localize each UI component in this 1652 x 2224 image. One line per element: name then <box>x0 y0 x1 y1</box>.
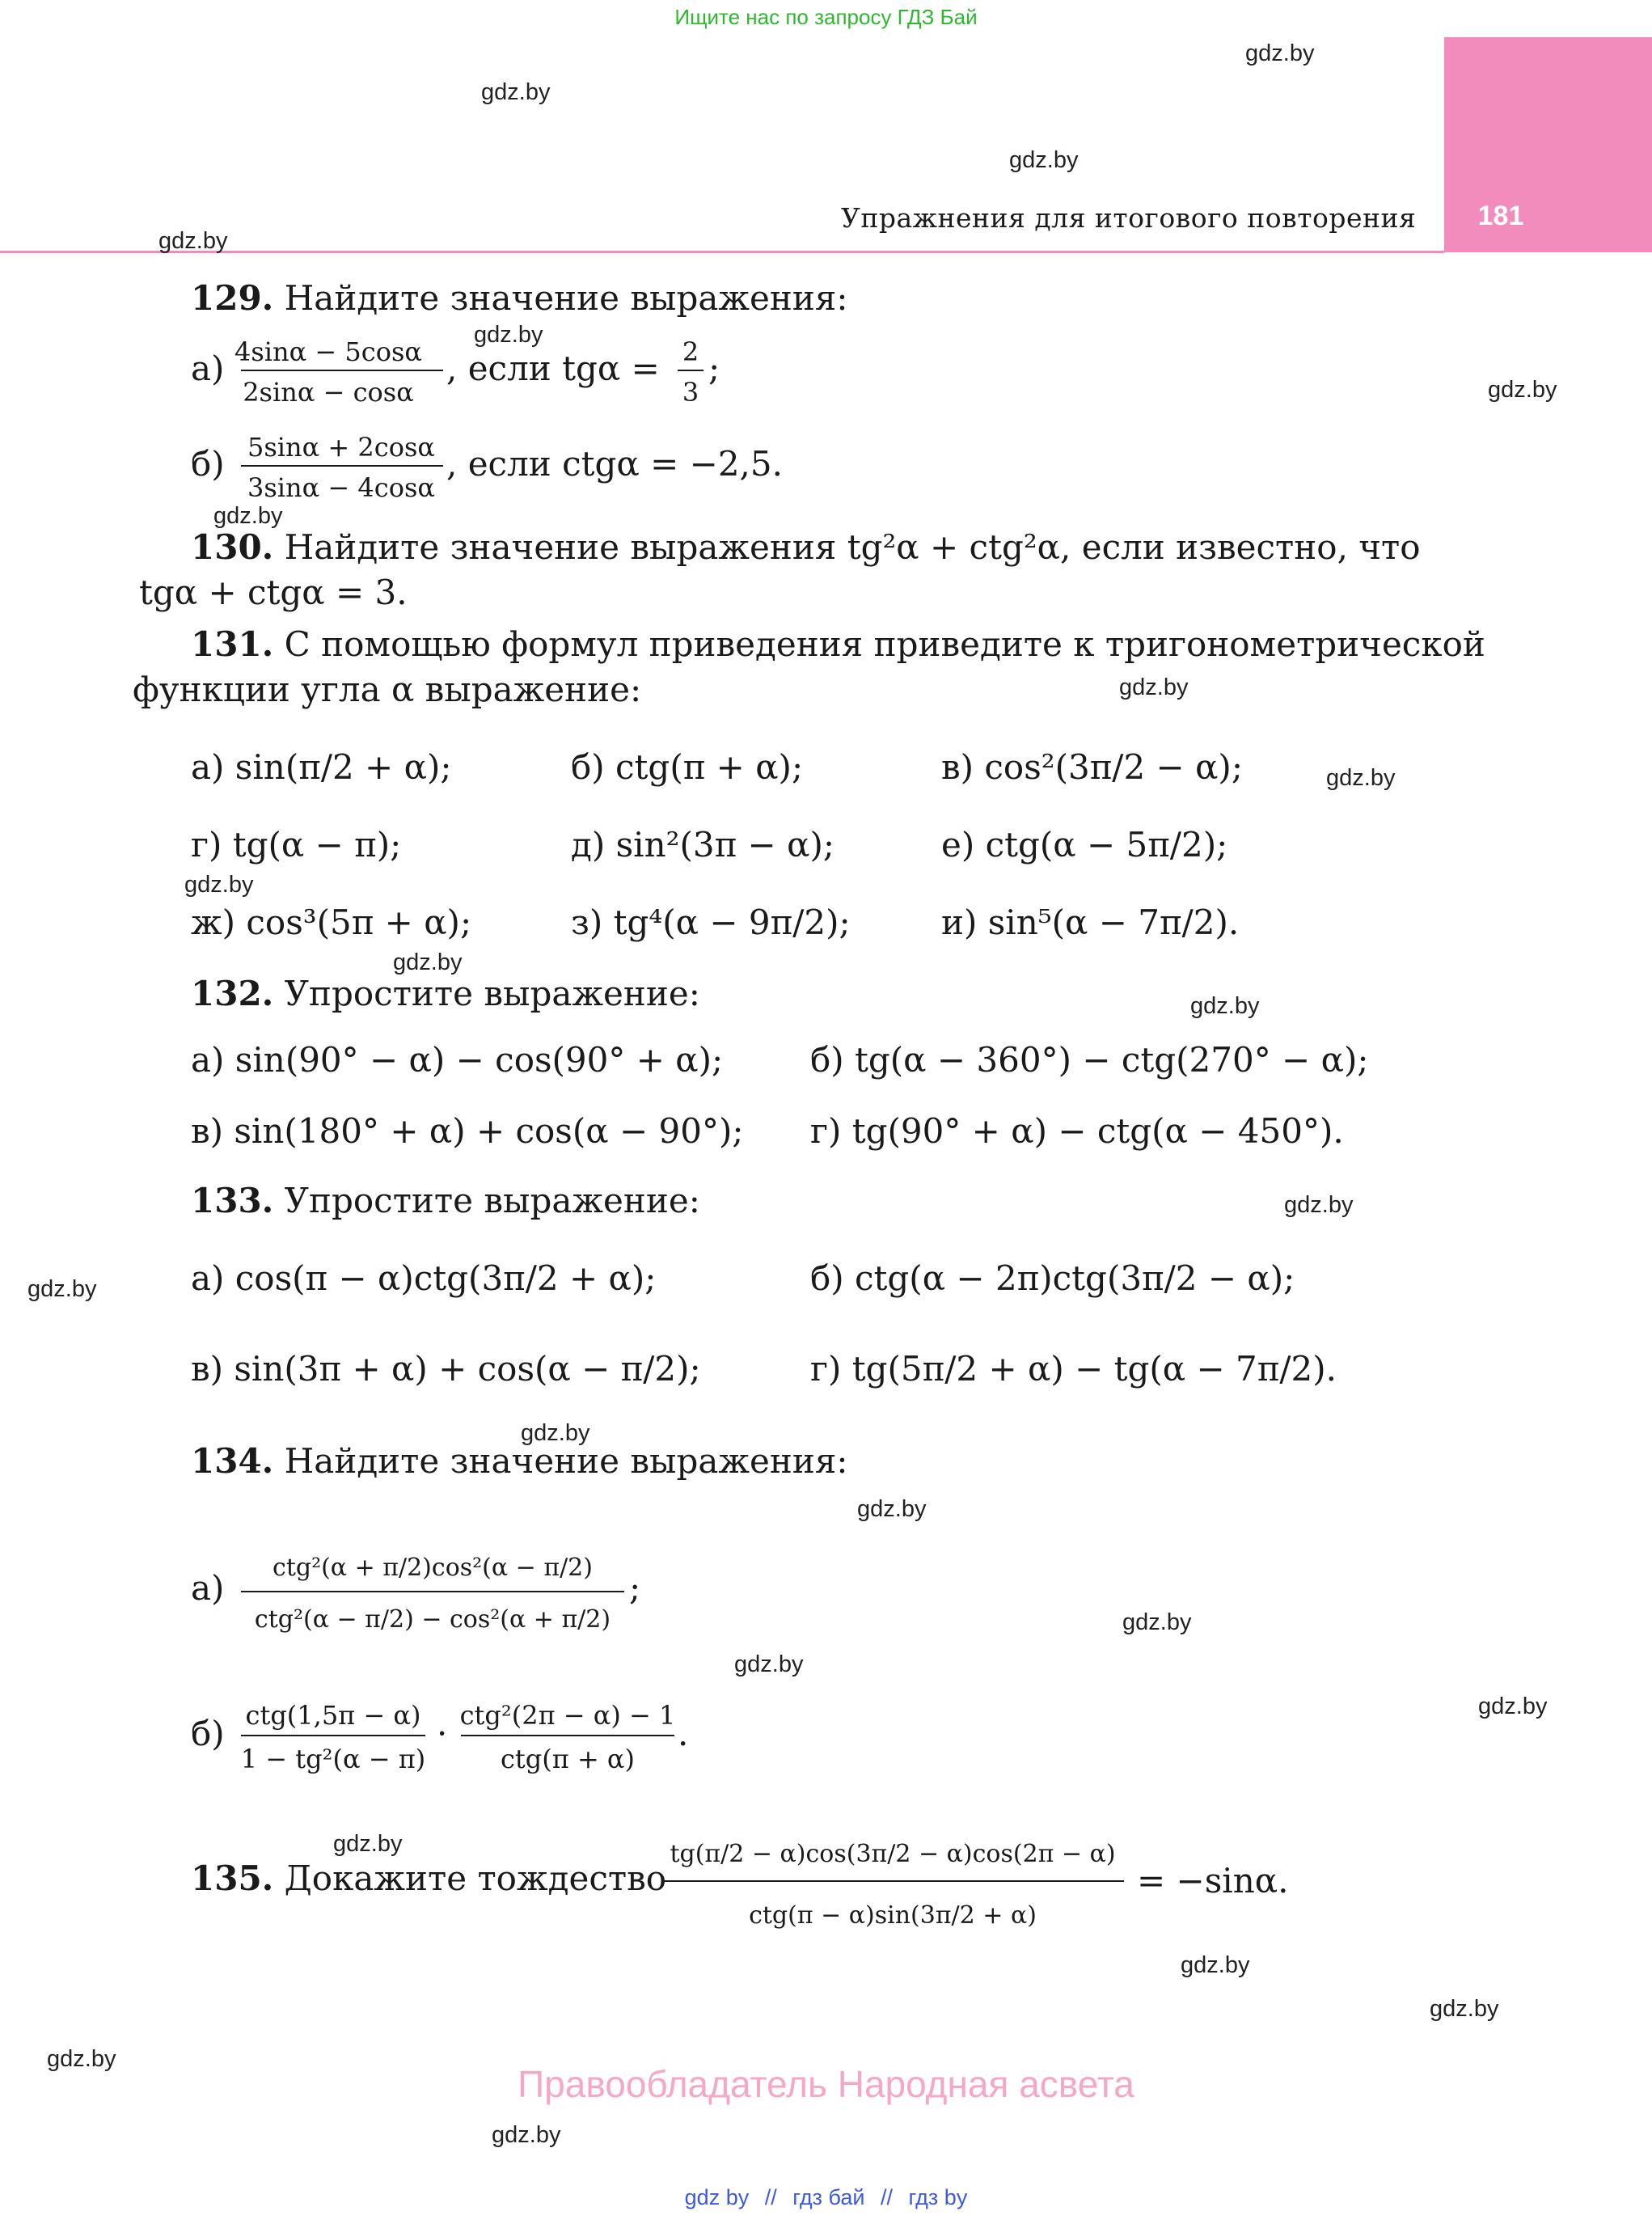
watermark: gdz.by <box>333 1831 403 1857</box>
exercise-132-heading <box>191 974 700 1014</box>
fraction-numerator: 2 <box>682 336 699 367</box>
watermark: gdz.by <box>474 322 543 348</box>
exercise-129-heading <box>191 278 848 319</box>
exercise-131-item <box>571 747 803 788</box>
exercise-131-line1 <box>191 624 1485 665</box>
item-label: з) <box>571 903 603 942</box>
exercise-130-line2: tgα + ctgα = 3. <box>139 573 408 612</box>
exercise-title: Найдите значение выражения: <box>284 1441 848 1481</box>
exercise-134-heading <box>191 1441 848 1482</box>
exercise-133-b: б) ctg(α − 2π)ctg(3π/2 − α); <box>810 1258 1295 1298</box>
fraction-numerator: ctg²(2π − α) − 1 <box>459 1700 676 1731</box>
fraction-denominator: 3sinα − 4cosα <box>247 472 435 503</box>
exercise-number: 131. <box>191 624 274 664</box>
footer-links <box>0 2185 1652 2210</box>
exercise-135-identity <box>660 1812 1307 1957</box>
exercise-text: С помощью формул приведения приведите к тригонометрической <box>284 624 1485 664</box>
item-label: и) <box>941 903 978 942</box>
exercise-number: 135. <box>191 1858 274 1898</box>
footer-link[interactable]: gdz by <box>684 2185 750 2209</box>
condition-text: , если ctgα = −2,5. <box>446 444 783 484</box>
exercise-131-line2: функции угла α выражение: <box>133 670 642 709</box>
watermark: gdz.by <box>492 2122 561 2148</box>
item-label: б) <box>191 1714 225 1753</box>
fraction-numerator: ctg(1,5π − α) <box>245 1700 421 1731</box>
item-expression: cos³(5π + α); <box>246 903 472 942</box>
exercise-131-item <box>191 903 471 943</box>
item-label: е) <box>941 825 975 865</box>
exercise-number: 134. <box>191 1441 274 1481</box>
watermark: gdz.by <box>1190 993 1260 1019</box>
exercise-title: Упростите выражение: <box>284 1181 700 1220</box>
footer-link[interactable]: гдз бай <box>792 2185 865 2209</box>
item-label: ж) <box>191 903 236 942</box>
footer-link[interactable]: гдз by <box>908 2185 968 2209</box>
item-expression: tg⁴(α − 9π/2); <box>613 903 851 942</box>
page-number: 181 <box>1477 201 1524 231</box>
exercise-text: Найдите значение выражения tg²α + ctg²α, если известно, что <box>284 527 1421 567</box>
watermark: gdz.by <box>27 1276 97 1302</box>
exercise-number: 133. <box>191 1181 274 1220</box>
watermark: gdz.by <box>857 1496 927 1522</box>
exercise-131-item <box>941 747 1243 788</box>
exercise-131-item <box>191 747 452 788</box>
watermark: gdz.by <box>734 1651 804 1677</box>
footer-separator: // <box>764 2185 777 2209</box>
exercise-131-item <box>941 825 1227 865</box>
exercise-135-heading <box>191 1858 666 1899</box>
item-expression: ctg(α − 5π/2); <box>985 825 1228 865</box>
item-expression: sin²(3π − α); <box>615 825 834 865</box>
watermark: gdz.by <box>1119 674 1189 700</box>
watermark: gdz.by <box>184 872 254 898</box>
exercise-131-item <box>571 825 834 865</box>
exercise-title: Докажите тождество <box>284 1858 667 1898</box>
watermark: gdz.by <box>393 949 463 975</box>
item-label: б) <box>191 444 225 484</box>
watermark: gdz.by <box>521 1420 590 1446</box>
fraction-denominator: ctg(π − α)sin(3π/2 + α) <box>749 1901 1037 1930</box>
running-head: Упражнения для итогового повторения <box>841 202 1417 234</box>
item-label: д) <box>571 825 606 865</box>
multiply-dot: · <box>437 1714 448 1753</box>
item-expression: ctg(π + α); <box>615 747 804 787</box>
exercise-133-a: а) cos(π − α)ctg(3π/2 + α); <box>191 1258 657 1298</box>
condition-text: , если tgα = <box>446 349 660 388</box>
exercise-134-b <box>191 1693 757 1791</box>
item-expression: sin(π/2 + α); <box>234 747 452 787</box>
exercise-132-a: а) sin(90° − α) − cos(90° + α); <box>191 1040 724 1080</box>
exercise-132-d: г) tg(90° + α) − ctg(α − 450°). <box>810 1111 1344 1151</box>
exercise-129-b <box>191 425 805 514</box>
fraction-denominator: 2sinα − cosα <box>243 377 414 408</box>
item-expression: cos²(3π/2 − α); <box>984 747 1243 787</box>
watermark: gdz.by <box>1430 1996 1499 2022</box>
fraction-numerator: 4sinα − 5cosα <box>234 336 422 367</box>
top-note: Ищите нас по запросу ГДЗ Бай <box>674 5 978 29</box>
item-label: г) <box>191 825 222 865</box>
exercise-133-heading <box>191 1181 700 1221</box>
item-expression: sin⁵(α − 7π/2). <box>987 903 1240 942</box>
item-label: а) <box>191 1568 225 1608</box>
item-label: б) <box>571 747 605 787</box>
watermark: gdz.by <box>1488 377 1557 403</box>
watermark: gdz.by <box>1009 147 1079 173</box>
exercise-133-d: г) tg(5π/2 + α) − tg(α − 7π/2). <box>810 1349 1337 1389</box>
watermark: gdz.by <box>481 79 551 105</box>
punctuation: . <box>678 1714 689 1753</box>
exercise-number: 129. <box>191 278 274 318</box>
item-label: а) <box>191 747 225 787</box>
exercise-133-c: в) sin(3π + α) + cos(α − π/2); <box>191 1349 701 1389</box>
fraction-denominator: ctg(π + α) <box>500 1744 636 1774</box>
fraction-numerator: ctg²(α + π/2)cos²(α − π/2) <box>273 1554 593 1582</box>
footer-separator: // <box>881 2185 894 2209</box>
watermark: gdz.by <box>158 228 228 254</box>
fraction-denominator: 1 − tg²(α − π) <box>240 1744 426 1774</box>
exercise-132-b: б) tg(α − 360°) − ctg(270° − α); <box>810 1040 1369 1080</box>
watermark: gdz.by <box>1326 765 1396 791</box>
watermark: gdz.by <box>1122 1609 1192 1635</box>
exercise-131-item <box>571 903 851 943</box>
fraction-numerator: tg(π/2 − α)cos(3π/2 − α)cos(2π − α) <box>670 1840 1116 1868</box>
copyright-notice: Правообладатель Народная асвета <box>518 2063 1134 2105</box>
exercise-number: 132. <box>191 974 274 1013</box>
exercise-131-item <box>941 903 1239 943</box>
exercise-134-a <box>191 1520 692 1666</box>
watermark: gdz.by <box>1245 40 1315 66</box>
punctuation: ; <box>708 349 720 388</box>
exercise-title: Найдите значение выражения: <box>284 278 848 318</box>
watermark: gdz.by <box>213 503 283 529</box>
watermark: gdz.by <box>47 2046 116 2072</box>
exercise-title: Упростите выражение: <box>284 974 700 1013</box>
item-label: а) <box>191 349 225 388</box>
watermark: gdz.by <box>1181 1952 1250 1978</box>
fraction-numerator: 5sinα + 2cosα <box>247 432 435 463</box>
exercise-132-c: в) sin(180° + α) + cos(α − 90°); <box>191 1111 744 1151</box>
exercise-131-item <box>191 825 401 865</box>
exercise-130-line1 <box>191 527 1421 568</box>
watermark: gdz.by <box>1284 1192 1354 1218</box>
exercise-number: 130. <box>191 527 274 567</box>
item-label: в) <box>941 747 974 787</box>
exercise-129-a <box>191 330 757 419</box>
punctuation: ; <box>629 1568 641 1608</box>
watermark: gdz.by <box>1478 1693 1548 1719</box>
fraction-denominator: ctg²(α − π/2) − cos²(α + π/2) <box>254 1605 611 1634</box>
item-expression: tg(α − π); <box>232 825 402 865</box>
fraction-denominator: 3 <box>682 377 699 408</box>
identity-rhs: = −sinα. <box>1137 1861 1289 1901</box>
